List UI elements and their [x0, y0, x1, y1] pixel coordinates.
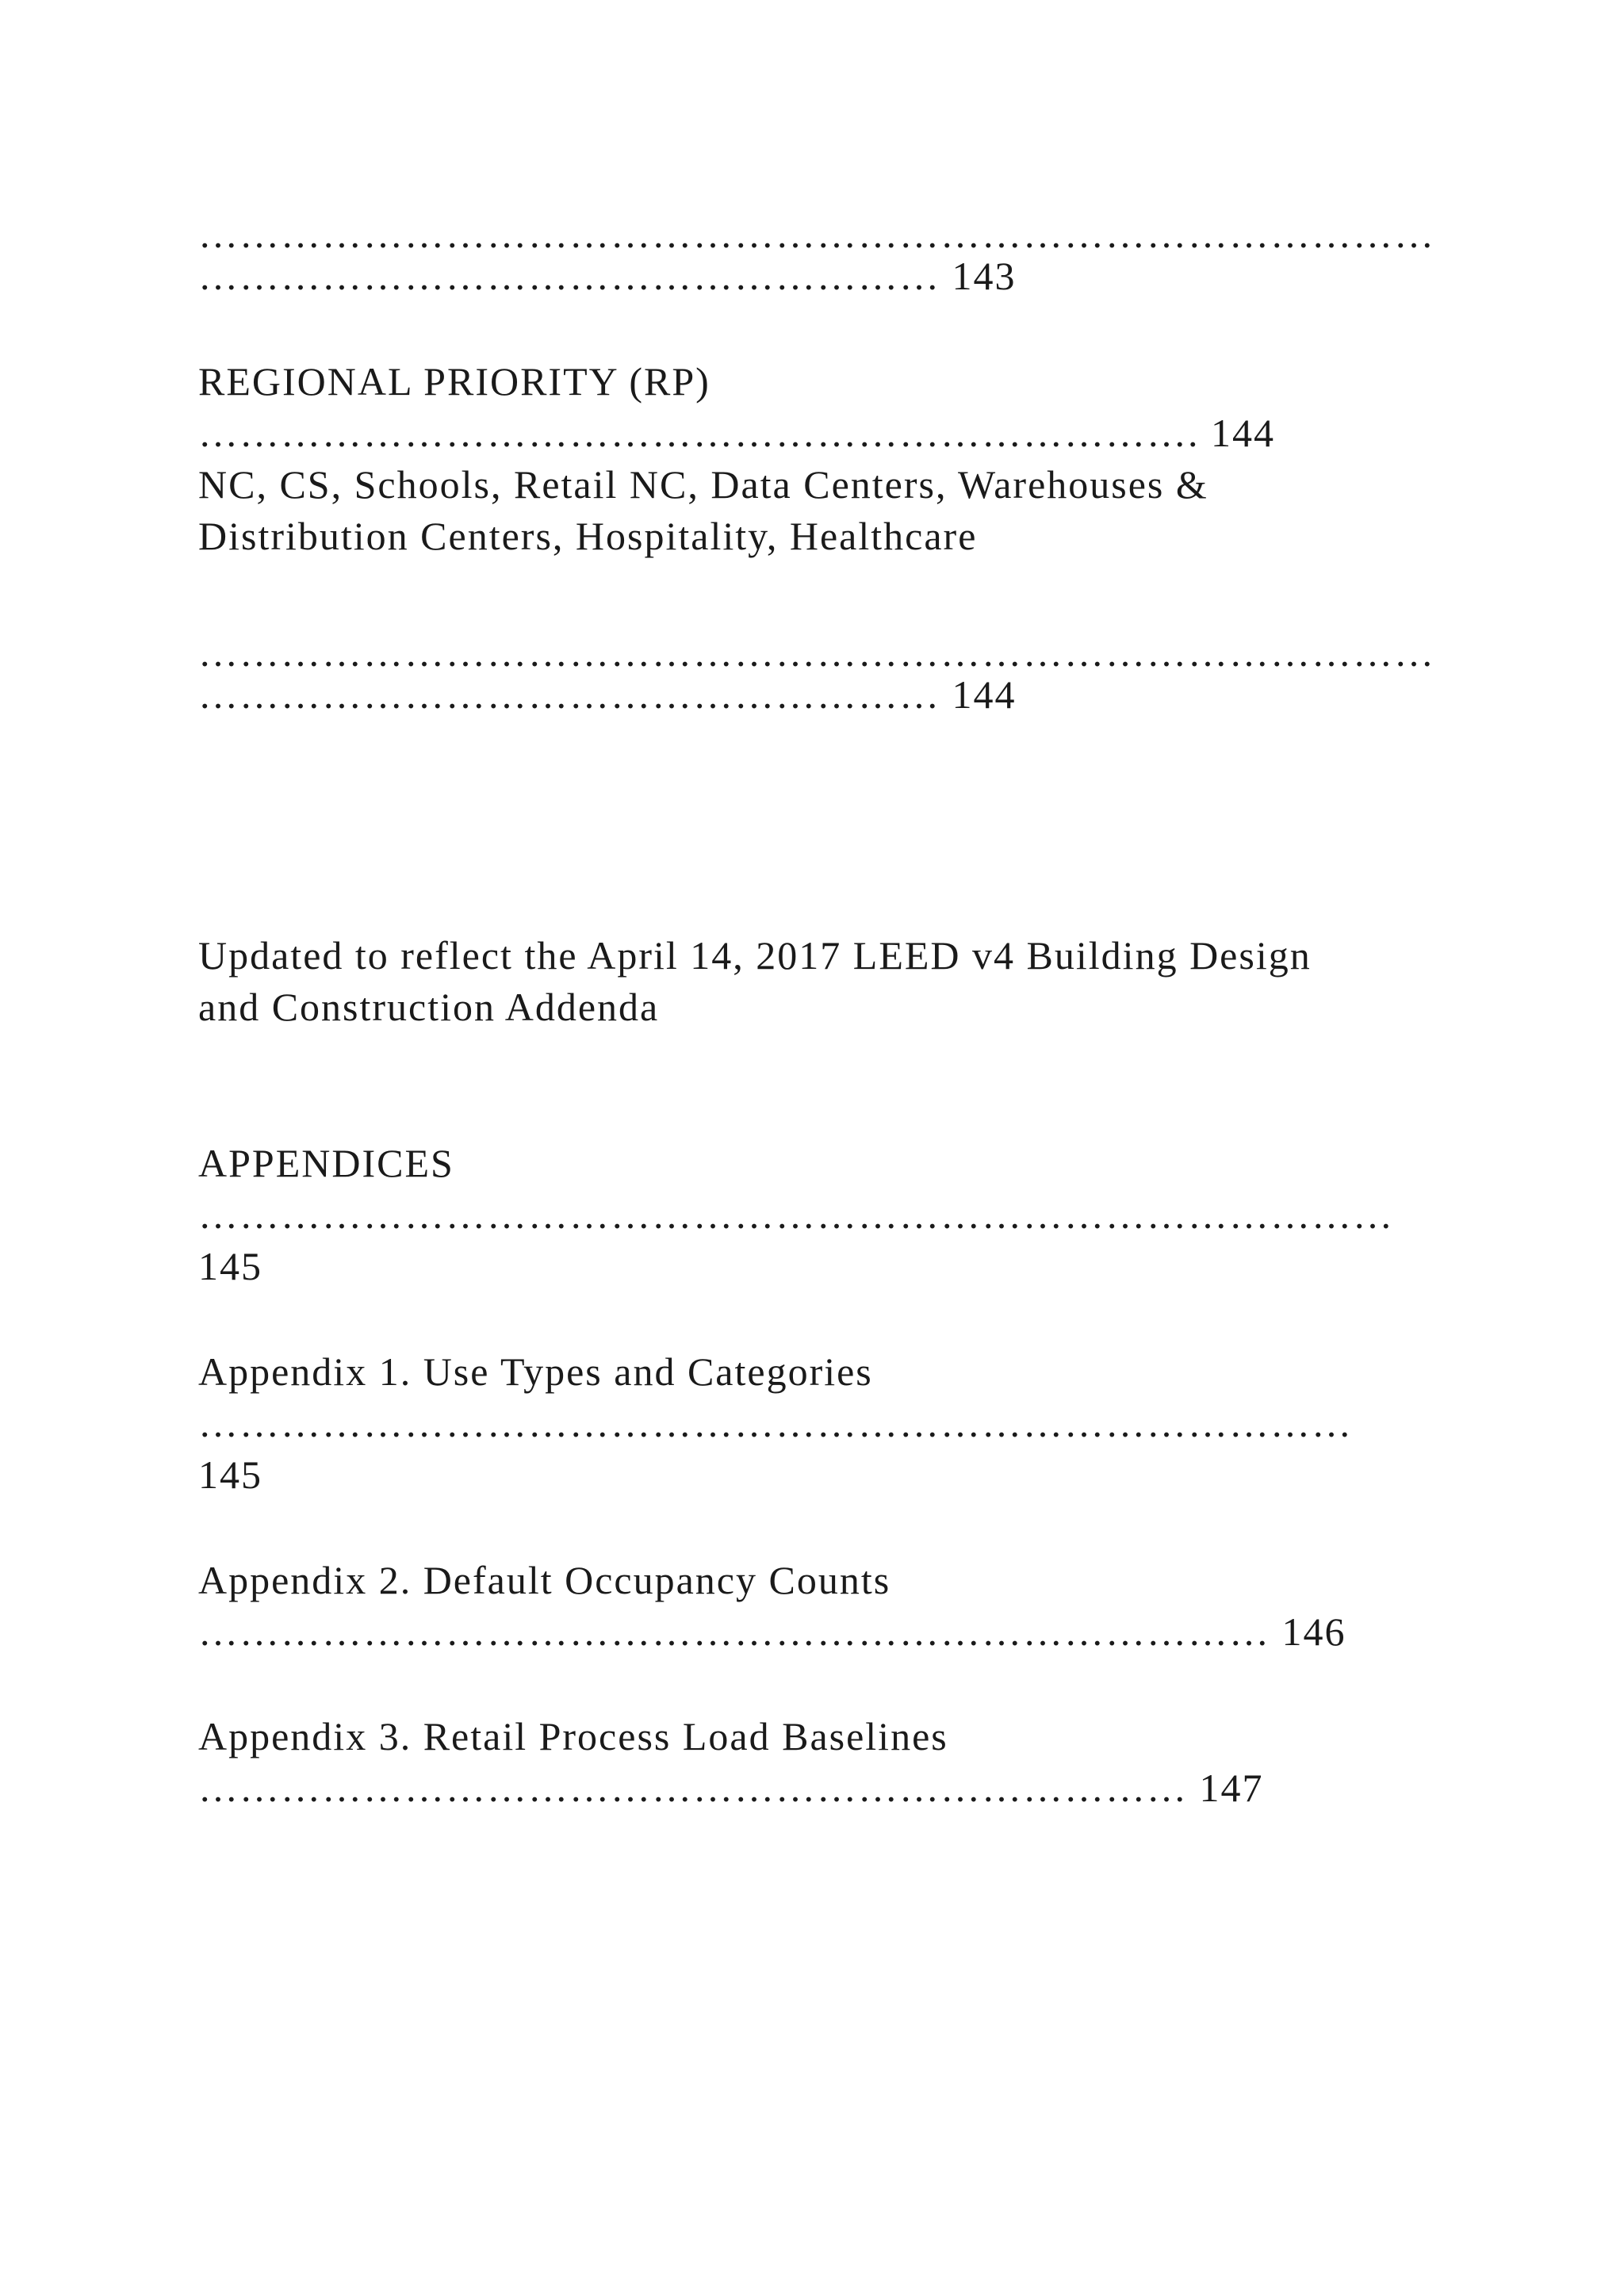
appendix-2-title: Appendix 2. Default Occupancy Counts: [198, 1558, 891, 1602]
section-description: Distribution Centers, Hospitality, Healthcare: [198, 514, 978, 558]
section-title-regional-priority: REGIONAL PRIORITY (RP): [198, 359, 710, 404]
toc-leader-page: ………………………………………………………………. 144: [198, 411, 1275, 455]
section-title-appendices: APPENDICES: [198, 1141, 454, 1185]
toc-leader-dots: ………………………………………………………………………………: [198, 630, 1435, 675]
appendix-3-title: Appendix 3. Retail Process Load Baselines: [198, 1714, 948, 1758]
toc-page-number: 145: [198, 1452, 262, 1497]
toc-leader-dots: ………………………………………………………………………………: [198, 212, 1435, 256]
toc-page-number: 145: [198, 1244, 262, 1288]
section-description: NC, CS, Schools, Retail NC, Data Centers, Warehouses &: [198, 462, 1208, 507]
toc-leader-page: …………………………………………………………………… 146: [198, 1609, 1346, 1654]
toc-leader-page: ……………………………………………… 143: [198, 254, 1017, 298]
toc-leader-page: ……………………………………………………………… 147: [198, 1766, 1264, 1810]
appendix-1-title: Appendix 1. Use Types and Categories: [198, 1349, 873, 1394]
toc-leader-dots: ……………………………………………………………………………: [198, 1192, 1394, 1237]
toc-leader-page: ……………………………………………… 144: [198, 672, 1017, 717]
toc-leader-dots: …………………………………………………………………………: [198, 1401, 1353, 1445]
update-note: and Construction Addenda: [198, 985, 660, 1029]
update-note: Updated to reflect the April 14, 2017 LEED v4 Building Design: [198, 933, 1312, 978]
